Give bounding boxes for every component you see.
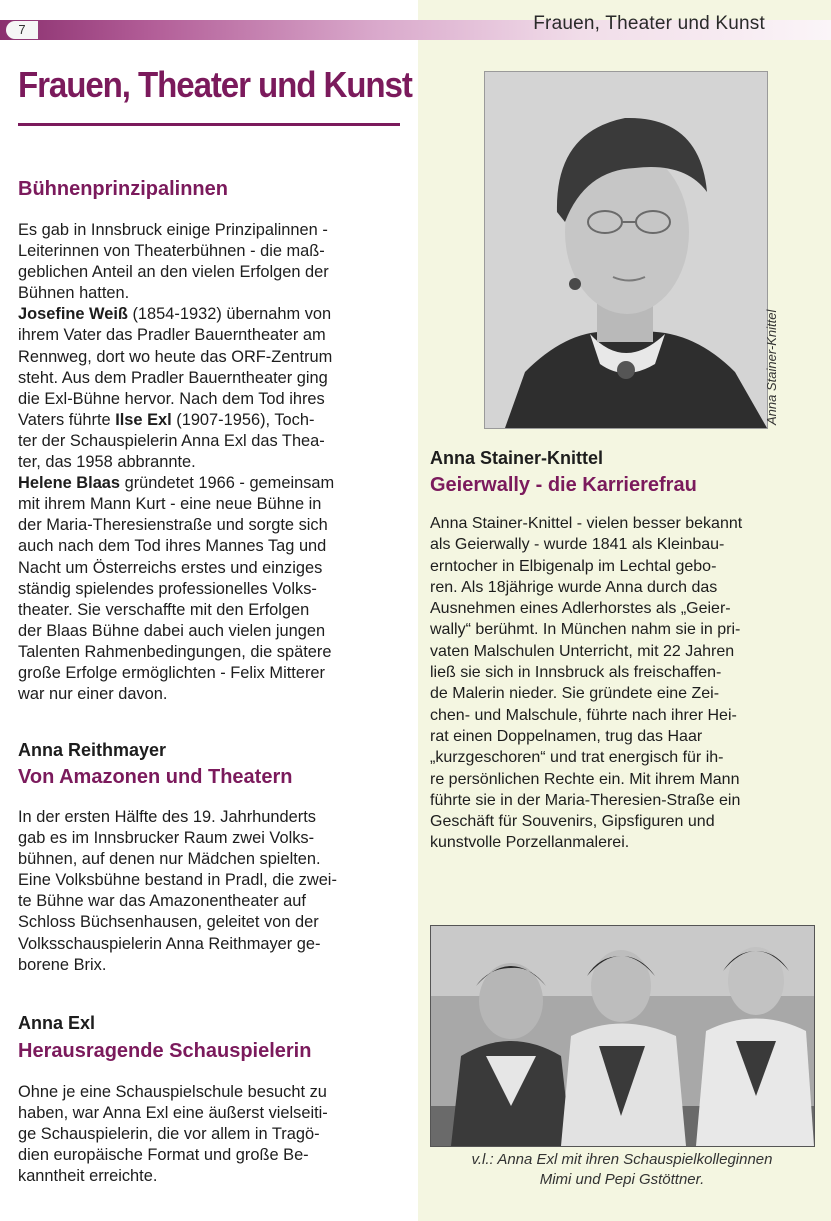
text-line: ter, das 1958 abbrannte. [18,453,196,472]
text-line: kanntheit erreichte. [18,1167,158,1186]
text-line: haben, war Anna Exl eine äußerst vielseiti- [18,1104,328,1123]
text-line: theater. Sie verschaffte mit den Erfolgen [18,600,310,619]
text-line: ließ sie sich in Innsbruck als freischaffen- [430,664,722,682]
text-line: Anna Stainer-Knittel - vielen besser bekannt [430,515,743,532]
group-photo [430,925,815,1147]
text-line: ihrem Vater das Pradler Bauerntheater am [18,326,326,345]
text-line: war nur einer davon. [18,685,168,704]
text-fragment: (1907-1956), Toch- [171,410,315,429]
text-line: steht. Aus dem Pradler Bauerntheater ging [18,368,328,387]
text-line [18,473,400,494]
text-line: die Exl-Bühne hervor. Nach dem Tod ihres [18,389,325,408]
text-line: In der ersten Hälfte des 19. Jahrhunderts [18,808,316,826]
text-line: Ohne je eine Schauspielschule besucht zu [18,1083,327,1101]
text-line: borene Brix. [18,955,107,974]
text-line: Volksschauspielerin Anna Reithmayer ge- [18,934,321,953]
text-line: gab es im Innsbrucker Raum zwei Volks- [18,829,315,848]
title-rule [18,123,400,126]
text-line: Schloss Büchsenhausen, geleitet von der [18,913,319,932]
photo-credit: Anna Stainer-Knittel [764,309,779,425]
text-line: Talenten Rahmenbedingungen, die spätere [18,642,332,661]
text-line: bühnen, auf denen nur Mädchen spielten. [18,850,321,869]
section-name-anna-reithmayer: Anna Reithmayer [18,740,167,760]
caption-line: Mimi und Pepi Gstöttner. [539,1171,705,1188]
text-line: ge Schauspielerin, die vor allem in Tragö- [18,1125,320,1144]
portrait-photo [484,71,768,429]
text-line: Geschäft für Souvenirs, Gipsfiguren und [430,813,715,831]
text-line: dien europäische Format und große Be- [18,1146,309,1165]
text-fragment: Vaters führte [18,410,116,429]
section-name-anna-exl: Anna Exl [18,1013,96,1033]
name-josefine-weiss: Josefine Weiß [18,305,128,324]
text-line: Leiterinnen von Theaterbühnen - die maß- [18,242,325,261]
text-line: als Geierwally - wurde 1841 als Kleinbau- [430,536,725,554]
text-line: Es gab in Innsbruck einige Prinzipalinnen - [18,221,328,239]
text-line: de Malerin nieder. Sie gründete eine Zei- [430,685,720,703]
text-line: ren. Als 18jährige wurde Anna durch das [430,578,718,596]
text-line: vaten Malschulen Unterricht, mit 22 Jahren [430,642,735,660]
text-line: rat einen Doppelnamen, trug das Haar [430,727,703,745]
section-title-geierwally: Geierwally - die Karrierefrau [430,474,697,496]
text-line: der Maria-Theresienstraße und sorgte sich [18,516,328,535]
text-line: ter der Schauspielerin Anna Exl das Thea- [18,431,325,450]
text-line: Nacht um Österreichs erstes und einziges [18,558,323,577]
portrait-illustration [485,72,767,428]
running-head: Frauen, Theater und Kunst [533,13,765,34]
caption-line: v.l.: Anna Exl mit ihren Schauspielkolleginnen [471,1151,773,1168]
text-line: re persönlichen Rechte ein. Mit ihrem Mann [430,770,740,788]
paragraph-reithmayer [18,807,400,976]
paragraph-exl [18,1082,400,1187]
text-line: wally“ berühmt. In München nahm sie in pri- [430,621,741,639]
page-number: 7 [6,21,38,39]
text-line: auch nach dem Tod ihres Mannes Tag und [18,537,327,556]
section-name-anna-stainer-knittel: Anna Stainer-Knittel [430,448,604,468]
group-photo-caption [430,1150,814,1190]
text-line: ständig spielendes professionelles Volks- [18,579,317,598]
text-line: Bühnen hatten. [18,284,130,303]
text-line: Ausnehmen eines Adlerhorstes als „Geier- [430,600,731,618]
page-title: Frauen, Theater und Kunst [18,64,412,105]
text-line: große Erfolge ermöglichten - Felix Mitterer [18,663,325,682]
text-fragment: (1854-1932) übernahm von [127,305,332,324]
text-line: erntocher in Elbigenalp im Lechtal gebo- [430,557,717,575]
section-title-buehnenprinzipalinnen: Bühnenprinzipalinnen [18,178,228,200]
text-line: führte sie in der Maria-Theresien-Straße ein [430,791,741,809]
text-line: chen- und Malschule, führte nach ihrer Hei- [430,706,737,724]
name-ilse-exl: Ilse Exl [115,410,172,429]
section-title-herausragende: Herausragende Schauspielerin [18,1040,312,1062]
text-line: „kurzgeschoren“ und trat energisch für ih- [430,749,724,767]
text-line [18,304,400,325]
text-line: geblichen Anteil an den vielen Erfolgen der [18,263,329,282]
text-line [18,410,400,431]
name-helene-blaas: Helene Blaas [18,474,121,493]
paragraph-buehnenprinzipalinnen [18,220,400,705]
text-line: Rennweg, dort wo heute das ORF-Zentrum [18,347,333,366]
text-line: te Bühne war das Amazonentheater auf [18,892,306,911]
paragraph-stainer-knittel [430,513,814,854]
text-line: mit ihrem Mann Kurt - eine neue Bühne in [18,495,322,514]
group-illustration [431,926,814,1146]
text-line: kunstvolle Porzellanmalerei. [430,834,630,852]
text-line: Eine Volksbühne bestand in Pradl, die zwei- [18,871,337,890]
text-line: der Blaas Bühne dabei auch vielen jungen [18,621,326,640]
text-fragment: gründetet 1966 - gemeinsam [120,474,335,493]
section-title-von-amazonen: Von Amazonen und Theatern [18,766,293,788]
